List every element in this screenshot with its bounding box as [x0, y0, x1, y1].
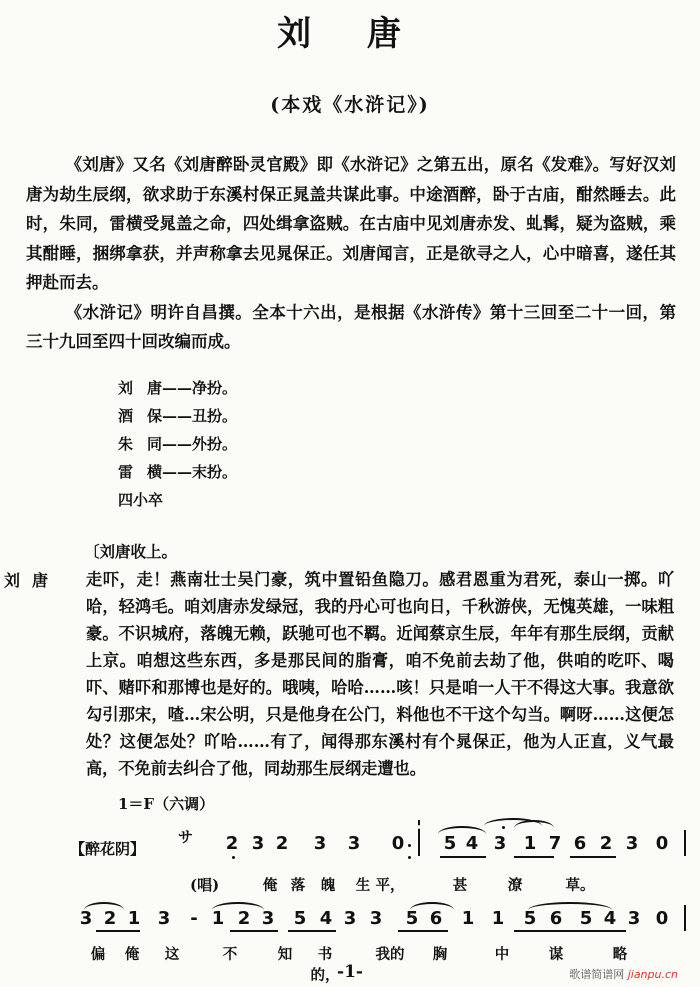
cast-name: 朱同: [118, 435, 177, 453]
note: 1: [211, 908, 225, 929]
slur: [438, 826, 486, 834]
note: 5: [523, 908, 537, 929]
octave-dot: [408, 844, 411, 847]
singing-mark: (唱): [190, 876, 220, 894]
note-underline: [514, 930, 570, 932]
note-underline: [288, 930, 336, 932]
page-title: 刘 唐: [277, 14, 423, 54]
cast-part: ——丑扮。: [162, 407, 238, 425]
note-underline: [230, 930, 278, 932]
lyric-syllable: 谋: [548, 946, 564, 963]
note: 4: [465, 833, 479, 854]
lyric-syllable: 甚: [452, 877, 468, 894]
lyric-syllable: 略: [612, 946, 628, 963]
note-underline: [514, 856, 554, 858]
note: 3: [251, 833, 265, 854]
note: 1: [491, 908, 505, 929]
lyric-syllable: 中: [494, 946, 510, 963]
note: 0: [391, 833, 405, 854]
lyric-syllable: 平，: [375, 877, 405, 894]
note: 3: [493, 833, 507, 854]
note: 3: [627, 908, 641, 929]
free-meter-mark: サ: [178, 828, 194, 846]
note: 7: [548, 833, 562, 854]
lyric-syllable: 生: [355, 877, 371, 894]
note-underline: [96, 930, 140, 932]
key-signature: 1＝F（六调）: [118, 795, 215, 813]
note: 4: [603, 908, 617, 929]
note: 3: [261, 908, 275, 929]
slur: [410, 902, 454, 910]
note: 3: [79, 908, 93, 929]
note: 1: [127, 908, 141, 929]
note: 6: [573, 833, 587, 854]
intro-paragraph: 《刘唐》又名《刘唐醉卧灵官殿》即《水浒记》之第五出，原名《发难》。写好汉刘唐为劫生辰纲，欲求助于东溪村保正晁盖共谋此事。中途酒醉，卧于古庙，酣然睡去。此时，朱同，雷横受晁盖之命，四处缉拿盗贼。在古庙中见刘唐赤发、虬髯，疑为盗贼，乘其酣睡，捆绑拿获，并声称拿去见晁保正。刘唐闻言，正是欲寻之人，心中暗喜，遂任其押赴而去。: [26, 155, 676, 292]
lyric-syllable: 潦: [507, 877, 523, 894]
note: 3: [157, 908, 171, 929]
note: 5: [293, 908, 307, 929]
note: 3: [347, 833, 361, 854]
bar-line: [684, 830, 686, 856]
note: 5: [443, 833, 457, 854]
note: 0: [655, 908, 669, 929]
note: 2: [103, 908, 117, 929]
note: 5: [405, 908, 419, 929]
cast-part: ——末扮。: [162, 463, 238, 481]
note: 3: [313, 833, 327, 854]
cast-name: 雷横: [118, 463, 177, 481]
dialogue-text: 走吓，走！燕南壮士吴门豪，筑中置铅鱼隐刀。感君恩重为君死，泰山一掷。吖哈，轻鸿毛。咱刘唐赤发绿冠，我的丹心可也向日，千秋游侠，无愧英雄，一味粗豪。不识城府，落魄无赖，跃驰可也不羁。近闻蔡京生辰，年年有那生辰纲，贡献上京。咱想这些东西，多是那民间的脂膏，咱不免前去劫了他，供咱的吃吓、喝吓、赌吓和那博也是好的。哦咦，哈哈……咳！只是咱一人干不得这大事。我意欲勾引那宋，喳…宋公明，只是他身在公门，料他也不干这个勾当。啊呀……这便怎处？这便怎处？吖哈……有了，闻得那东溪村有个晁保正，他为人正直，义气最高，不免前去纠合了他，同劫那生辰纲走遭也。: [86, 570, 674, 778]
note-underline: [398, 930, 448, 932]
note: 6: [429, 908, 443, 929]
cast-part: ——净扮。: [162, 379, 238, 397]
note-underline: [570, 930, 626, 932]
note: 5: [579, 908, 593, 929]
note-underline: [440, 856, 486, 858]
cast-name: 刘唐: [118, 379, 177, 397]
cast-name: 酒保: [118, 407, 177, 425]
speaker-name: 刘唐: [4, 571, 61, 590]
octave-dot: [232, 856, 235, 859]
octave-dot: [502, 826, 505, 829]
lyric-syllable: 草。: [565, 877, 595, 894]
slur: [84, 902, 124, 910]
tune-label: 【醉花阴】: [70, 840, 146, 858]
lyric-syllable: 俺: [124, 946, 140, 963]
cast-part: ——外扮。: [162, 435, 238, 453]
lyric-syllable: 落: [290, 877, 306, 894]
page-number: -1-: [337, 962, 363, 982]
note-underline: [570, 856, 616, 858]
slur: [528, 902, 612, 910]
lyric-syllable: 知: [277, 946, 293, 963]
note: 2: [225, 833, 239, 854]
lyric-syllable: 我的: [375, 946, 405, 963]
lyric-syllable: 胸: [432, 946, 448, 963]
lyric-syllable: 俺: [262, 877, 278, 894]
lyric-syllable: 书的，: [310, 946, 340, 984]
note: 3: [369, 908, 383, 929]
octave-dot: [408, 856, 411, 859]
slur: [212, 902, 264, 910]
lyric-syllable: 这: [164, 946, 180, 963]
page-subtitle: (本戏《水浒记》): [270, 94, 430, 116]
note: 4: [319, 908, 333, 929]
intro-paragraph: 《水浒记》明许自昌撰。全本十六出，是根据《水浒传》第十三回至二十一回，第三十九回至四十回改编而成。: [26, 302, 676, 351]
note: 2: [237, 908, 251, 929]
cast-name: 四小卒: [118, 491, 164, 509]
note: 6: [549, 908, 563, 929]
lyric-syllable: 魄: [320, 877, 336, 894]
note: 0: [655, 833, 669, 854]
lyric-syllable: 不: [222, 946, 238, 963]
note: 3: [625, 833, 639, 854]
watermark-en: jianpu.cn: [627, 968, 678, 981]
slur: [514, 820, 554, 828]
note: 3: [343, 908, 357, 929]
watermark-cn: 歌谱简谱网: [569, 968, 625, 981]
note: 1: [461, 908, 475, 929]
note: 2: [599, 833, 613, 854]
barline-dash: [418, 820, 424, 834]
note: -: [190, 908, 198, 929]
note: 1: [523, 833, 537, 854]
lyric-syllable: 偏: [90, 946, 106, 963]
note: 2: [275, 833, 289, 854]
watermark: [569, 966, 678, 982]
bar-line: [684, 905, 686, 931]
stage-direction: 〔刘唐收上。: [84, 542, 178, 561]
